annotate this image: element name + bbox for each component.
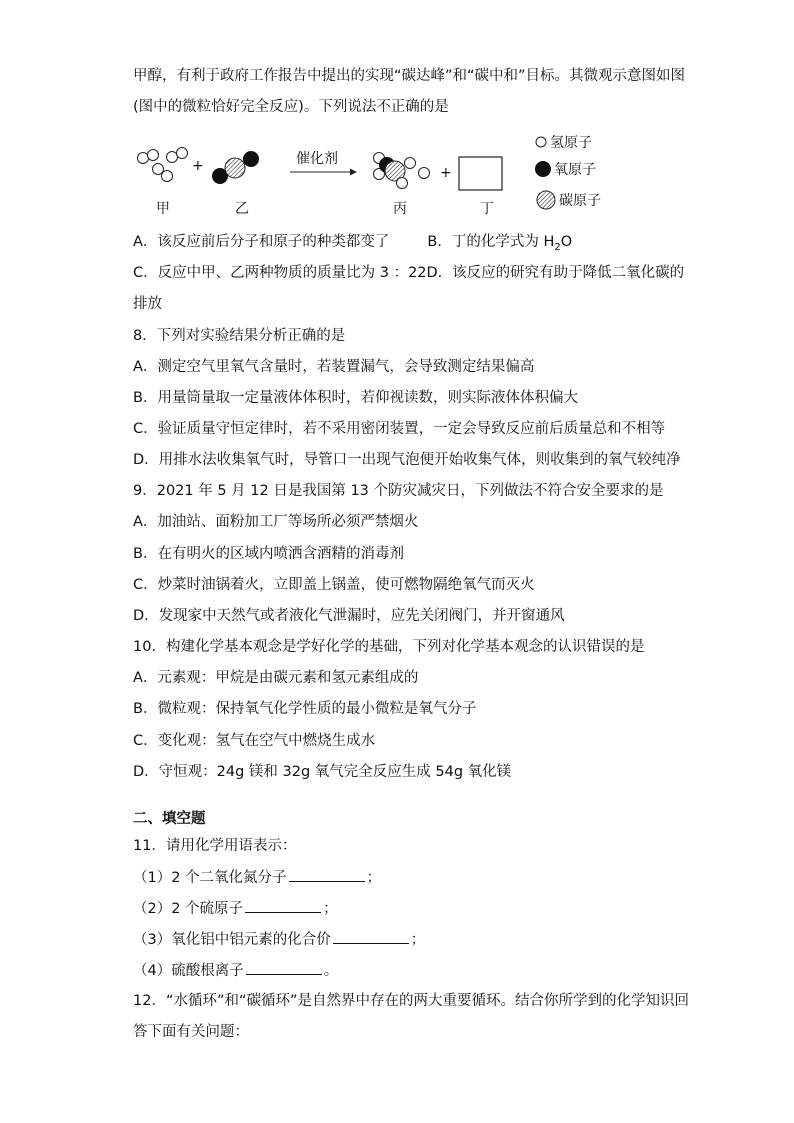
label-ding: 丁	[480, 201, 494, 217]
answer-blank-2[interactable]	[245, 898, 321, 913]
product-bing-molecule	[374, 153, 430, 189]
q7-option-a: A．该反应前后分子和原子的种类都变了	[133, 234, 390, 250]
q7-option-b	[427, 234, 573, 253]
reactant-yi-molecule	[212, 151, 259, 184]
intro-line-1: 甲醇，有利于政府工作报告中提出的实现“碳达峰”和“碳中和”目标。其微观示意图如图	[133, 68, 686, 84]
q9-option-c: C．炒菜时油锅着火，立即盖上锅盖，使可燃物隔绝氧气而灭火	[133, 577, 535, 593]
q9-stem: 9．2021 年 5 月 12 日是我国第 13 个防灾减灾日，下列做法不符合安全要求的是	[133, 483, 664, 499]
q11-item-1-punct: ；	[366, 870, 382, 886]
answer-blank-1[interactable]	[289, 867, 365, 882]
answer-blank-3[interactable]	[333, 929, 409, 944]
legend-hydrogen-icon	[536, 137, 546, 147]
legend-oxygen-icon	[535, 161, 551, 177]
q10-option-c: C．变化观：氢气在空气中燃烧生成水	[133, 733, 376, 749]
q11-item-3	[133, 929, 425, 950]
plus-sign-2: +	[440, 165, 452, 181]
q11-item-1-text: （1）2 个二氧化氮分子	[133, 870, 287, 886]
q7-option-a-b	[133, 232, 572, 258]
label-yi: 乙	[235, 201, 249, 217]
legend-hydrogen-label: 氢原子	[550, 135, 592, 151]
reactant-jia-molecules	[138, 148, 188, 182]
q10-option-a: A．元素观：甲烷是由碳元素和氢元素组成的	[133, 670, 419, 686]
q11-item-2	[133, 898, 338, 919]
q9-option-d: D．发现家中天然气或者液化气泄漏时，应先关闭阀门，并开窗通风	[133, 608, 565, 624]
q7-option-b-suffix: O	[560, 234, 573, 250]
reaction-diagram	[128, 130, 648, 225]
legend	[535, 135, 601, 209]
q8-option-d: D．用排水法收集氧气时，导管口一出现气泡便开始收集气体，则收集到的氧气较纯净	[133, 452, 681, 468]
q9-option-b: B．在有明火的区域内喷洒含酒精的消毒剂	[133, 546, 404, 562]
q8-option-b: B．用量筒量取一定量液体体积时，若仰视读数，则实际液体体积偏大	[133, 390, 578, 406]
intro-line-2: (图中的微粒恰好完全反应)。下列说法不正确的是	[133, 99, 449, 115]
q10-option-b: B．微粒观：保持氧气化学性质的最小微粒是氧气分子	[133, 701, 477, 717]
q11-stem: 11．请用化学用语表示：	[133, 838, 297, 854]
q7-option-b-subscript: 2	[554, 241, 561, 253]
q11-item-3-punct: ；	[410, 932, 426, 948]
q7-option-b-text: B．丁的化学式为 H	[427, 234, 555, 250]
q11-item-4-punct: 。	[323, 963, 339, 979]
q7-option-c-d: C．反应中甲、乙两种物质的质量比为 3 ：22D．该反应的研究有助于降低二氧化碳的	[133, 265, 685, 281]
section-title-fill-in: 二、填空题	[133, 811, 206, 827]
q10-option-d: D．守恒观：24g 镁和 32g 氧气完全反应生成 54g 氧化镁	[133, 764, 512, 780]
q8-option-c: C．验证质量守恒定律时，若不采用密闭装置，一定会导致反应前后质量总和不相等	[133, 421, 666, 437]
q11-item-1	[133, 867, 381, 888]
arrow-label-catalyst: 催化剂	[296, 151, 338, 167]
q11-item-2-text: （2）2 个硫原子	[133, 901, 244, 917]
label-bing: 丙	[393, 201, 407, 217]
q11-item-4-text: （4）硫酸根离子	[133, 963, 244, 979]
q11-item-4	[133, 960, 338, 981]
product-ding-box	[459, 157, 502, 190]
q11-item-3-text: （3）氧化铝中铝元素的化合价	[133, 932, 331, 948]
q9-option-a: A．加油站、面粉加工厂等场所必须严禁烟火	[133, 514, 419, 530]
q8-stem: 8．下列对实验结果分析正确的是	[133, 328, 346, 344]
plus-sign-1: +	[192, 158, 204, 174]
legend-oxygen-label: 氧原子	[554, 162, 596, 178]
q12-line-2: 答下面有关问题：	[133, 1024, 249, 1040]
q11-item-2-punct: ；	[323, 901, 338, 917]
legend-carbon-icon	[537, 191, 555, 209]
q7-option-d-cont: 排放	[133, 296, 162, 312]
reaction-diagram-svg	[128, 130, 648, 225]
q12-line-1: 12．“水循环”和“碳循环”是自然界中存在的两大重要循环。结合你所学到的化学知识回	[133, 993, 689, 1009]
q8-option-a: A．测定空气里氧气含量时，若装置漏气，会导致测定结果偏高	[133, 359, 535, 375]
legend-carbon-label: 碳原子	[559, 193, 601, 209]
answer-blank-4[interactable]	[246, 960, 322, 975]
q10-stem: 10．构建化学基本观念是学好化学的基础，下列对化学基本观念的认识错误的是	[133, 639, 645, 655]
label-jia: 甲	[156, 201, 170, 217]
